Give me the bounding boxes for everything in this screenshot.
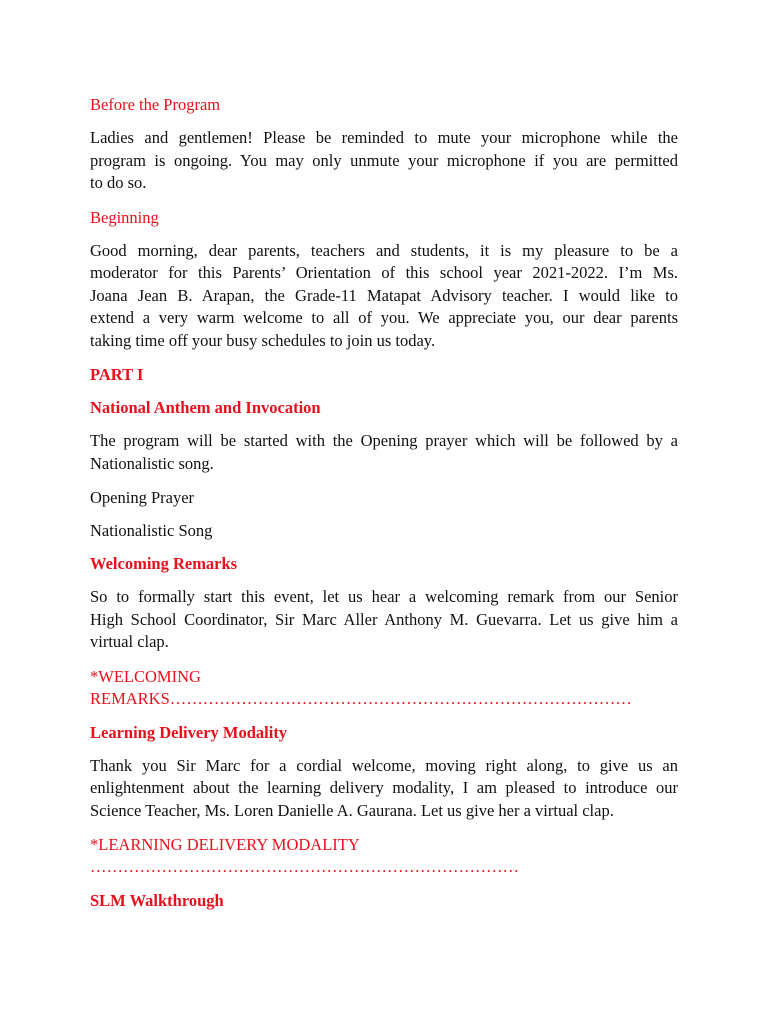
paragraph-line: So to formally start this event, let us hear a welcoming remark from our Senior bbox=[90, 587, 678, 606]
heading-slm-walkthrough: SLM Walkthrough bbox=[90, 891, 224, 910]
paragraph-line: enlightenment about the learning delivery modality, I am pleased to introduce our bbox=[90, 778, 678, 797]
paragraph-line: taking time off your busy schedules to join us today. bbox=[90, 330, 436, 350]
paragraph-opening-prayer-intro bbox=[90, 430, 678, 475]
program-item-nationalistic-song: Nationalistic Song bbox=[90, 521, 213, 540]
cue-learning-delivery-modality: *LEARNING DELIVERY MODALITY bbox=[90, 835, 360, 854]
cue-welcoming-remarks-dots: REMARKS………………………………………………………………………… bbox=[90, 688, 632, 708]
heading-beginning: Beginning bbox=[90, 207, 159, 227]
paragraph-welcome-greeting bbox=[90, 240, 678, 353]
paragraph-line: Science Teacher, Ms. Loren Danielle A. Gaurana. Let us give her a virtual clap. bbox=[90, 800, 614, 820]
paragraph-line: moderator for this Parents’ Orientation of this school year 2021-2022. I’m Ms. bbox=[90, 263, 678, 282]
paragraph-line: extend a very warm welcome to all of you. We appreciate you, our dear parents bbox=[90, 308, 678, 327]
paragraph-line: Thank you Sir Marc for a cordial welcome, moving right along, to give us an bbox=[90, 755, 678, 775]
paragraph-line: Joana Jean B. Arapan, the Grade-11 Matapat Advisory teacher. I would like to bbox=[90, 285, 678, 305]
heading-welcoming-remarks: Welcoming Remarks bbox=[90, 554, 238, 573]
document-body bbox=[90, 94, 678, 912]
paragraph-line: High School Coordinator, Sir Marc Aller Anthony M. Guevarra. Let us give him a bbox=[90, 609, 678, 629]
cue-learning-delivery-modality-dots: …………………………………………………………………… bbox=[90, 857, 519, 876]
paragraph-line: Nationalistic song. bbox=[90, 453, 214, 473]
paragraph-line: Good morning, dear parents, teachers and students, it is my pleasure to be a bbox=[90, 240, 678, 260]
cue-welcoming-remarks: *WELCOMING bbox=[90, 666, 201, 686]
paragraph-welcoming-intro bbox=[90, 586, 678, 654]
paragraph-line: virtual clap. bbox=[90, 632, 169, 651]
paragraph-line: Ladies and gentlemen! Please be reminded to mute your microphone while the bbox=[90, 128, 678, 147]
heading-before-program: Before the Program bbox=[90, 95, 221, 114]
program-item-opening-prayer: Opening Prayer bbox=[90, 488, 195, 507]
paragraph-line: The program will be started with the Opening prayer which will be followed by a bbox=[90, 431, 678, 450]
heading-learning-delivery-modality: Learning Delivery Modality bbox=[90, 722, 288, 742]
heading-part-1: PART I bbox=[90, 365, 144, 384]
paragraph-line: to do so. bbox=[90, 173, 147, 192]
paragraph-mute-reminder bbox=[90, 127, 678, 195]
paragraph-ldm-intro bbox=[90, 755, 678, 823]
paragraph-line: program is ongoing. You may only unmute your microphone if you are permitted bbox=[90, 150, 678, 170]
heading-national-anthem: National Anthem and Invocation bbox=[90, 398, 321, 417]
